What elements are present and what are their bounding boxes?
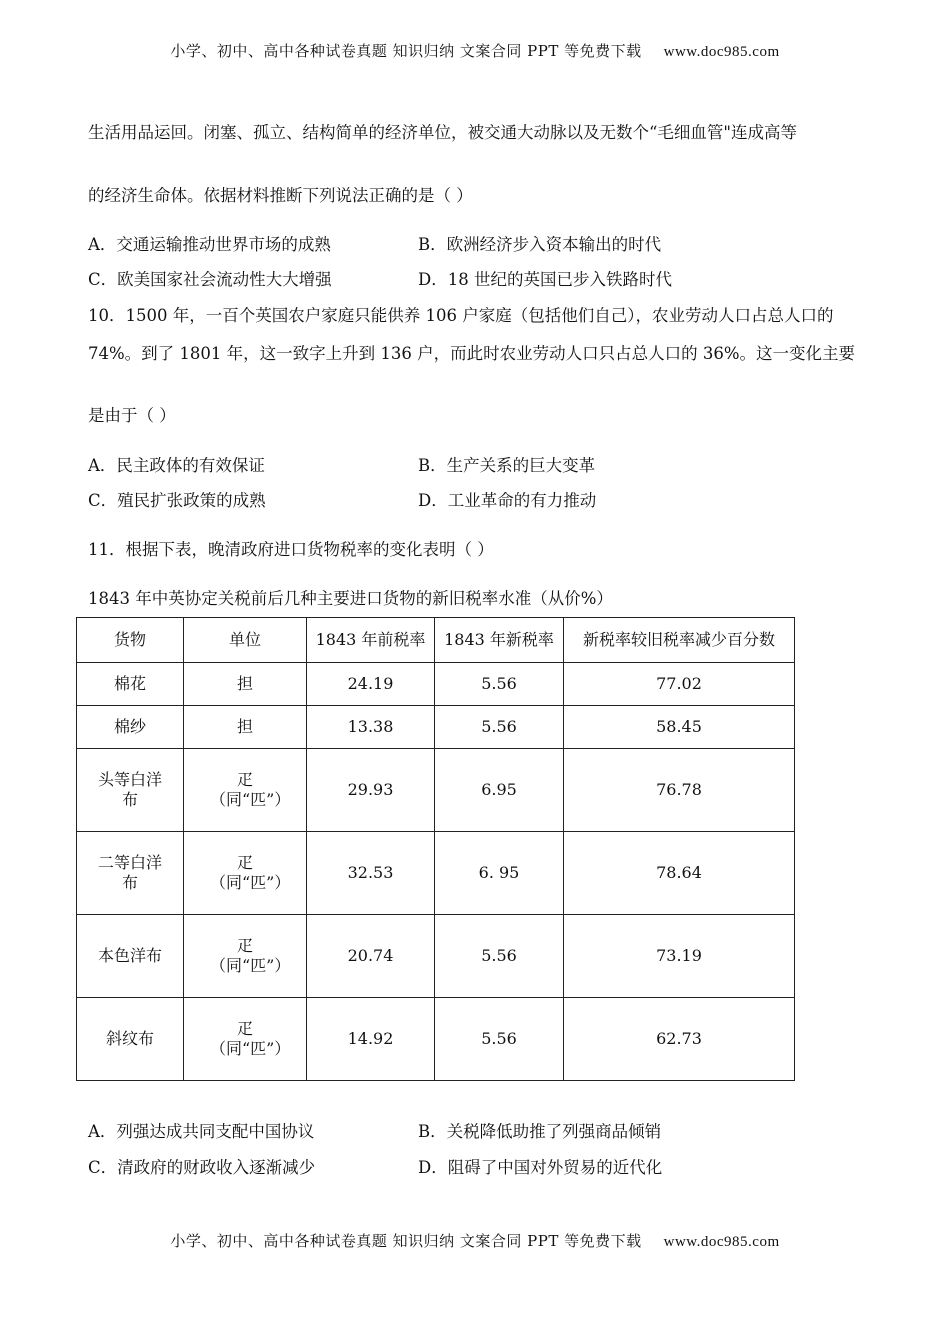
cell-old-rate: 20.74 [307,915,435,998]
cell-new-rate: 6. 95 [435,832,564,915]
cell-goods: 棉纱 [77,706,184,749]
cell-goods [77,832,184,915]
header-text: 小学、初中、高中各种试卷真题 知识归纳 文案合同 PPT 等免费下载 [170,42,642,60]
header-site-link[interactable]: www.doc985.com [663,44,780,60]
q9-option-a: A．交通运输推动世界市场的成熟 [88,235,331,254]
q10-text-line-3: 是由于（ ） [88,406,176,425]
q11-option-c: C．清政府的财政收入逐渐减少 [88,1158,316,1177]
cell-new-rate: 5.56 [435,663,564,706]
cell-goods-text: 二等白洋布 [97,853,162,892]
footer-site-link[interactable]: www.doc985.com [663,1234,780,1250]
cell-unit [184,832,307,915]
cell-unit [184,998,307,1081]
table-row [77,915,795,998]
q10-text-line-1: 10．1500 年，一百个英国农户家庭只能供养 106 户家庭（包括他们自己），农业劳动人口占总人口的 [88,306,834,325]
q11-option-d: D．阻碍了中国对外贸易的近代化 [418,1158,663,1177]
q10-option-b: B．生产关系的巨大变革 [418,456,596,475]
q10-option-a: A．民主政体的有效保证 [88,456,265,475]
page-header [0,40,950,61]
cell-old-rate: 14.92 [307,998,435,1081]
table-row [77,832,795,915]
q11-option-b: B．关税降低助推了列强商品倾销 [418,1122,662,1141]
cell-goods: 本色洋布 [77,915,184,998]
cell-unit: 担 [184,706,307,749]
q9-option-d: D．18 世纪的英国已步入铁路时代 [418,270,672,289]
header-cell-reduction: 新税率较旧税率减少百分数 [564,618,795,663]
cell-goods: 斜纹布 [77,998,184,1081]
cell-reduction: 78.64 [564,832,795,915]
cell-old-rate: 29.93 [307,749,435,832]
table-header-row [77,618,795,663]
cell-new-rate: 5.56 [435,998,564,1081]
q10-option-d: D．工业革命的有力推动 [418,491,597,510]
header-cell-goods: 货物 [77,618,184,663]
cell-unit [184,749,307,832]
cell-old-rate: 24.19 [307,663,435,706]
cell-new-rate: 5.56 [435,706,564,749]
tax-rate-table [76,617,795,1081]
header-cell-unit: 单位 [184,618,307,663]
header-cell-old-rate: 1843 年前税率 [307,618,435,663]
cell-unit-text: 疋（同“匹”） [210,1019,291,1058]
table-row [77,706,795,749]
table-row [77,998,795,1081]
cell-goods [77,749,184,832]
q9-option-c: C．欧美国家社会流动性大大增强 [88,270,332,289]
cell-goods: 棉花 [77,663,184,706]
q11-option-a: A．列强达成共同支配中国协议 [88,1122,315,1141]
table-row [77,663,795,706]
cell-unit-text: 疋（同“匹”） [210,853,291,892]
cell-reduction: 76.78 [564,749,795,832]
cell-reduction: 58.45 [564,706,795,749]
table-row [77,749,795,832]
cell-reduction: 73.19 [564,915,795,998]
header-cell-new-rate: 1843 年新税率 [435,618,564,663]
cell-unit: 担 [184,663,307,706]
cell-unit [184,915,307,998]
q9-text-line-2: 的经济生命体。依据材料推断下列说法正确的是（ ） [88,186,473,205]
footer-text: 小学、初中、高中各种试卷真题 知识归纳 文案合同 PPT 等免费下载 [170,1232,642,1250]
cell-reduction: 62.73 [564,998,795,1081]
cell-old-rate: 32.53 [307,832,435,915]
cell-old-rate: 13.38 [307,706,435,749]
q10-option-c: C．殖民扩张政策的成熟 [88,491,266,510]
q10-text-line-2: 74%。到了 1801 年，这一致字上升到 136 户，而此时农业劳动人口只占总人口的 36%。这一变化主要 [88,344,856,363]
cell-goods-text: 头等白洋布 [97,770,162,809]
cell-new-rate: 6.95 [435,749,564,832]
cell-unit-text: 疋（同“匹”） [210,936,291,975]
cell-unit-text: 疋（同“匹”） [210,770,291,809]
cell-reduction: 77.02 [564,663,795,706]
q11-stem: 11．根据下表，晚清政府进口货物税率的变化表明（ ） [88,540,494,559]
table-title: 1843 年中英协定关税前后几种主要进口货物的新旧税率水准（从价%） [88,589,613,608]
q9-text-line-1: 生活用品运回。闭塞、孤立、结构简单的经济单位，被交通大动脉以及无数个“毛细血管"连成高等 [88,123,798,142]
q9-option-b: B．欧洲经济步入资本输出的时代 [418,235,662,254]
page-footer [0,1230,950,1251]
cell-new-rate: 5.56 [435,915,564,998]
